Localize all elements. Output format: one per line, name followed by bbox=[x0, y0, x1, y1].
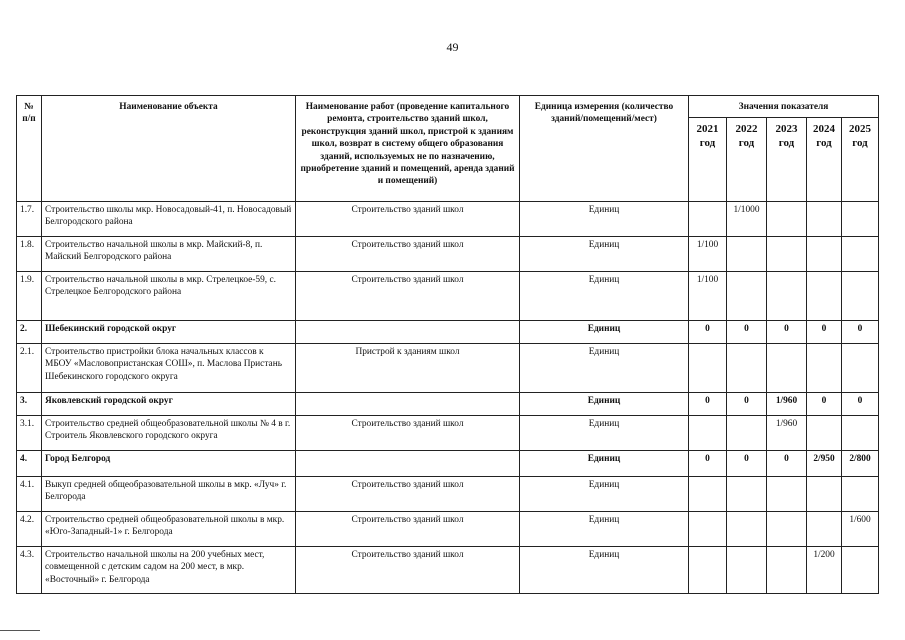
value-2021 bbox=[689, 344, 727, 393]
unit-cell: Единиц bbox=[520, 272, 689, 321]
value-2022 bbox=[727, 344, 767, 393]
unit-cell: Единиц bbox=[520, 547, 689, 594]
value-2024 bbox=[807, 202, 842, 237]
value-2022 bbox=[727, 477, 767, 512]
unit-cell: Единиц bbox=[520, 451, 689, 477]
value-2025 bbox=[842, 416, 879, 451]
unit-cell: Единиц bbox=[520, 477, 689, 512]
header-year-2022: 2022 год bbox=[727, 118, 767, 202]
value-2021 bbox=[689, 547, 727, 594]
object-name: Строительство средней общеобразовательной школы в мкр. «Юго-Западный-1» г. Белгорода bbox=[42, 512, 296, 547]
value-2021 bbox=[689, 202, 727, 237]
header-year-2023: 2023 год bbox=[767, 118, 807, 202]
row-number: 3. bbox=[17, 393, 42, 416]
object-name: Выкуп средней общеобразовательной школы в мкр. «Луч» г. Белгорода bbox=[42, 477, 296, 512]
value-2024 bbox=[807, 477, 842, 512]
value-2024: 0 bbox=[807, 321, 842, 344]
object-name: Строительство школы мкр. Новосадовый-41, п. Новосадовый Белгородского района bbox=[42, 202, 296, 237]
value-2023: 1/960 bbox=[767, 393, 807, 416]
header-year-2021: 2021 год bbox=[689, 118, 727, 202]
work-type: Строительство зданий школ bbox=[296, 512, 520, 547]
value-2025 bbox=[842, 547, 879, 594]
header-object: Наименование объекта bbox=[42, 96, 296, 202]
table-row bbox=[17, 547, 879, 594]
object-name: Строительство начальной школы в мкр. Стрелецкое-59, с. Стрелецкое Белгородского района bbox=[42, 272, 296, 321]
value-2025 bbox=[842, 477, 879, 512]
value-2024 bbox=[807, 344, 842, 393]
value-2021 bbox=[689, 416, 727, 451]
value-2024 bbox=[807, 272, 842, 321]
value-2023 bbox=[767, 344, 807, 393]
row-number: 4.1. bbox=[17, 477, 42, 512]
value-2025 bbox=[842, 344, 879, 393]
work-type: Строительство зданий школ bbox=[296, 202, 520, 237]
value-2023: 1/960 bbox=[767, 416, 807, 451]
value-2025: 0 bbox=[842, 321, 879, 344]
header-values: Значения показателя bbox=[689, 96, 879, 118]
work-type bbox=[296, 393, 520, 416]
value-2023 bbox=[767, 272, 807, 321]
row-number: 4. bbox=[17, 451, 42, 477]
object-name: Строительство начальной школы на 200 учебных мест, совмещенной с детским садом на 200 мест, в мкр. «Восточный» г. Белгорода bbox=[42, 547, 296, 594]
table-row bbox=[17, 321, 879, 344]
value-2023 bbox=[767, 477, 807, 512]
unit-cell: Единиц bbox=[520, 512, 689, 547]
row-number: 1.9. bbox=[17, 272, 42, 321]
unit-cell: Единиц bbox=[520, 202, 689, 237]
unit-cell: Единиц bbox=[520, 237, 689, 272]
row-number: 2.1. bbox=[17, 344, 42, 393]
table-row bbox=[17, 344, 879, 393]
value-2023 bbox=[767, 547, 807, 594]
row-number: 1.7. bbox=[17, 202, 42, 237]
unit-cell: Единиц bbox=[520, 393, 689, 416]
object-name: Строительство начальной школы в мкр. Майский-8, п. Майский Белгородского района bbox=[42, 237, 296, 272]
value-2022 bbox=[727, 416, 767, 451]
table-row bbox=[17, 451, 879, 477]
value-2024: 2/950 bbox=[807, 451, 842, 477]
value-2023: 0 bbox=[767, 451, 807, 477]
object-name: Яковлевский городской округ bbox=[42, 393, 296, 416]
scan-edge-line bbox=[0, 630, 40, 631]
value-2023 bbox=[767, 237, 807, 272]
work-type bbox=[296, 321, 520, 344]
table-row bbox=[17, 393, 879, 416]
unit-cell: Единиц bbox=[520, 344, 689, 393]
table-header bbox=[17, 96, 879, 202]
value-2024 bbox=[807, 512, 842, 547]
value-2021: 1/100 bbox=[689, 272, 727, 321]
table-row bbox=[17, 237, 879, 272]
value-2024: 0 bbox=[807, 393, 842, 416]
page-number: 49 bbox=[446, 40, 459, 54]
work-type: Строительство зданий школ bbox=[296, 237, 520, 272]
value-2025: 2/800 bbox=[842, 451, 879, 477]
value-2021: 0 bbox=[689, 451, 727, 477]
value-2023 bbox=[767, 512, 807, 547]
value-2021 bbox=[689, 477, 727, 512]
value-2022 bbox=[727, 512, 767, 547]
value-2022: 1/1000 bbox=[727, 202, 767, 237]
work-type: Строительство зданий школ bbox=[296, 272, 520, 321]
table-body bbox=[17, 202, 879, 594]
work-type: Пристрой к зданиям школ bbox=[296, 344, 520, 393]
work-type: Строительство зданий школ bbox=[296, 547, 520, 594]
value-2024: 1/200 bbox=[807, 547, 842, 594]
value-2021 bbox=[689, 512, 727, 547]
value-2025 bbox=[842, 202, 879, 237]
work-type: Строительство зданий школ bbox=[296, 416, 520, 451]
header-year-2025: 2025 год bbox=[842, 118, 879, 202]
header-works: Наименование работ (проведение капитального ремонта, строительство зданий школ, реконструкция зданий школ, пристрой к зданиям школ, возврат в систему общего образования зданий, используемых не по назначению, приобретение зданий и помещений, аренда зданий и помещений) bbox=[296, 96, 520, 202]
header-unit: Единица измерения (количество зданий/помещений/мест) bbox=[520, 96, 689, 202]
value-2022: 0 bbox=[727, 393, 767, 416]
header-year-2024: 2024 год bbox=[807, 118, 842, 202]
unit-cell: Единиц bbox=[520, 321, 689, 344]
value-2022: 0 bbox=[727, 451, 767, 477]
value-2021: 1/100 bbox=[689, 237, 727, 272]
value-2021: 0 bbox=[689, 321, 727, 344]
table-row bbox=[17, 512, 879, 547]
value-2022: 0 bbox=[727, 321, 767, 344]
work-type: Строительство зданий школ bbox=[296, 477, 520, 512]
row-number: 4.2. bbox=[17, 512, 42, 547]
table-row bbox=[17, 272, 879, 321]
value-2023: 0 bbox=[767, 321, 807, 344]
object-name: Город Белгород bbox=[42, 451, 296, 477]
object-name: Строительство пристройки блока начальных классов к МБОУ «Масловопристанская СОШ», п. Маслова Пристань Шебекинского городского округа bbox=[42, 344, 296, 393]
value-2024 bbox=[807, 416, 842, 451]
table-row bbox=[17, 202, 879, 237]
row-number: 2. bbox=[17, 321, 42, 344]
value-2025: 1/600 bbox=[842, 512, 879, 547]
object-name: Строительство средней общеобразовательной школы № 4 в г. Строитель Яковлевского городского округа bbox=[42, 416, 296, 451]
unit-cell: Единиц bbox=[520, 416, 689, 451]
header-num: № п/п bbox=[17, 96, 42, 202]
table-row bbox=[17, 416, 879, 451]
object-name: Шебекинский городской округ bbox=[42, 321, 296, 344]
value-2025 bbox=[842, 237, 879, 272]
value-2022 bbox=[727, 237, 767, 272]
work-type bbox=[296, 451, 520, 477]
value-2021: 0 bbox=[689, 393, 727, 416]
row-number: 4.3. bbox=[17, 547, 42, 594]
value-2024 bbox=[807, 237, 842, 272]
indicators-table bbox=[16, 95, 879, 594]
value-2025 bbox=[842, 272, 879, 321]
table-row bbox=[17, 477, 879, 512]
value-2025: 0 bbox=[842, 393, 879, 416]
row-number: 1.8. bbox=[17, 237, 42, 272]
value-2022 bbox=[727, 272, 767, 321]
value-2023 bbox=[767, 202, 807, 237]
value-2022 bbox=[727, 547, 767, 594]
row-number: 3.1. bbox=[17, 416, 42, 451]
